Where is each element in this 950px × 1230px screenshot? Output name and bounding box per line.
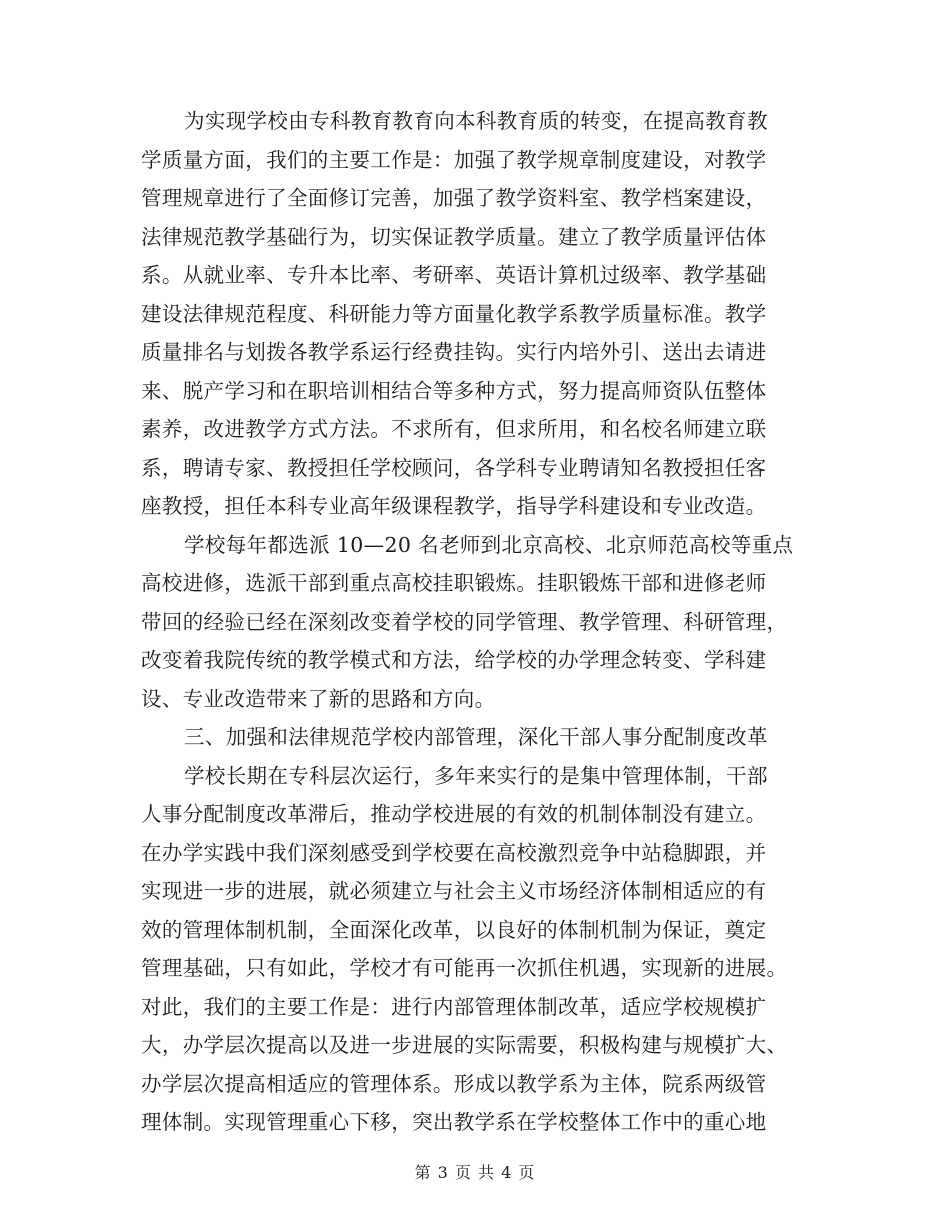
paragraph-line: 人事分配制度改革滞后，推动学校进展的有效的机制体制没有建立。 [141, 802, 767, 826]
paragraph-line: 学校每年都选派 10—20 名老师到北京高校、北京师范高校等重点 [184, 532, 794, 557]
paragraph-line: 带回的经验已经在深刻改变着学校的同学管理、教学管理、科研管理， [141, 609, 788, 634]
paragraph-line: 管理基础，只有如此，学校才有可能再一次抓住机遇，实现新的进展。 [141, 956, 788, 980]
section-heading: 三、加强和法律规范学校内部管理，深化干部人事分配制度改革 [184, 725, 768, 749]
paragraph-line: 对此，我们的主要工作是：进行内部管理体制改革，适应学校规模扩 [141, 994, 767, 1019]
paragraph-line: 实现进一步的进展，就必须建立与社会主义市场经济体制相适应的有 [141, 879, 767, 903]
paragraph-line: 设、专业改造带来了新的思路和方向。 [141, 686, 496, 711]
paragraph-line: 在办学实践中我们深刻感受到学校要在高校激烈竞争中站稳脚跟，并 [141, 840, 767, 865]
document-body [141, 102, 801, 1142]
paragraph-line: 办学层次提高相适应的管理体系。形成以教学系为主体，院系两级管 [141, 1071, 767, 1096]
paragraph-line: 学质量方面，我们的主要工作是：加强了教学规章制度建设，对教学 [141, 147, 767, 172]
paragraph-line: 素养，改进教学方式方法。不求所有，但求所用，和名校名师建立联 [141, 417, 767, 441]
paragraph-line: 座教授，担任本科专业高年级课程教学，指导学科建设和专业改造。 [141, 494, 767, 518]
paragraph-line: 为实现学校由专科教育教育向本科教育质的转变，在提高教育教 [184, 109, 768, 133]
paragraph-line: 管理规章进行了全面修订完善，加强了教学资料室、教学档案建设， [141, 186, 767, 210]
paragraph-line: 高校进修，选派干部到重点高校挂职锻炼。挂职锻炼干部和进修老师 [141, 571, 767, 595]
paragraph-line: 来、脱产学习和在职培训相结合等多种方式，努力提高师资队伍整体 [141, 378, 767, 403]
paragraph-line: 质量排名与划拨各教学系运行经费挂钩。实行内培外引、送出去请进 [141, 340, 767, 364]
paragraph-line: 大，办学层次提高以及进一步进展的实际需要，积极构建与规模扩大、 [141, 1033, 788, 1057]
paragraph-line: 学校长期在专科层次运行，多年来实行的是集中管理体制，干部 [184, 763, 768, 788]
paragraph-line: 建设法律规范程度、科研能力等方面量化教学系教学质量标准。教学 [141, 301, 767, 326]
paragraph-line: 系。从就业率、专升本比率、考研率、英语计算机过级率、教学基础 [141, 263, 767, 287]
paragraph-line: 系，聘请专家、教授担任学校顾问，各学科专业聘请知名教授担任客 [141, 455, 767, 480]
paragraph-line: 效的管理体制机制，全面深化改革，以良好的体制机制为保证，奠定 [141, 917, 767, 942]
paragraph-line: 理体制。实现管理重心下移，突出教学系在学校整体工作中的重心地 [141, 1110, 767, 1134]
paragraph-line: 法律规范教学基础行为，切实保证教学质量。建立了教学质量评估体 [141, 224, 767, 249]
page-number: 第 3 页 共 4 页 [414, 1163, 536, 1182]
paragraph-line: 改变着我院传统的教学模式和方法，给学校的办学理念转变、学科建 [141, 648, 767, 672]
